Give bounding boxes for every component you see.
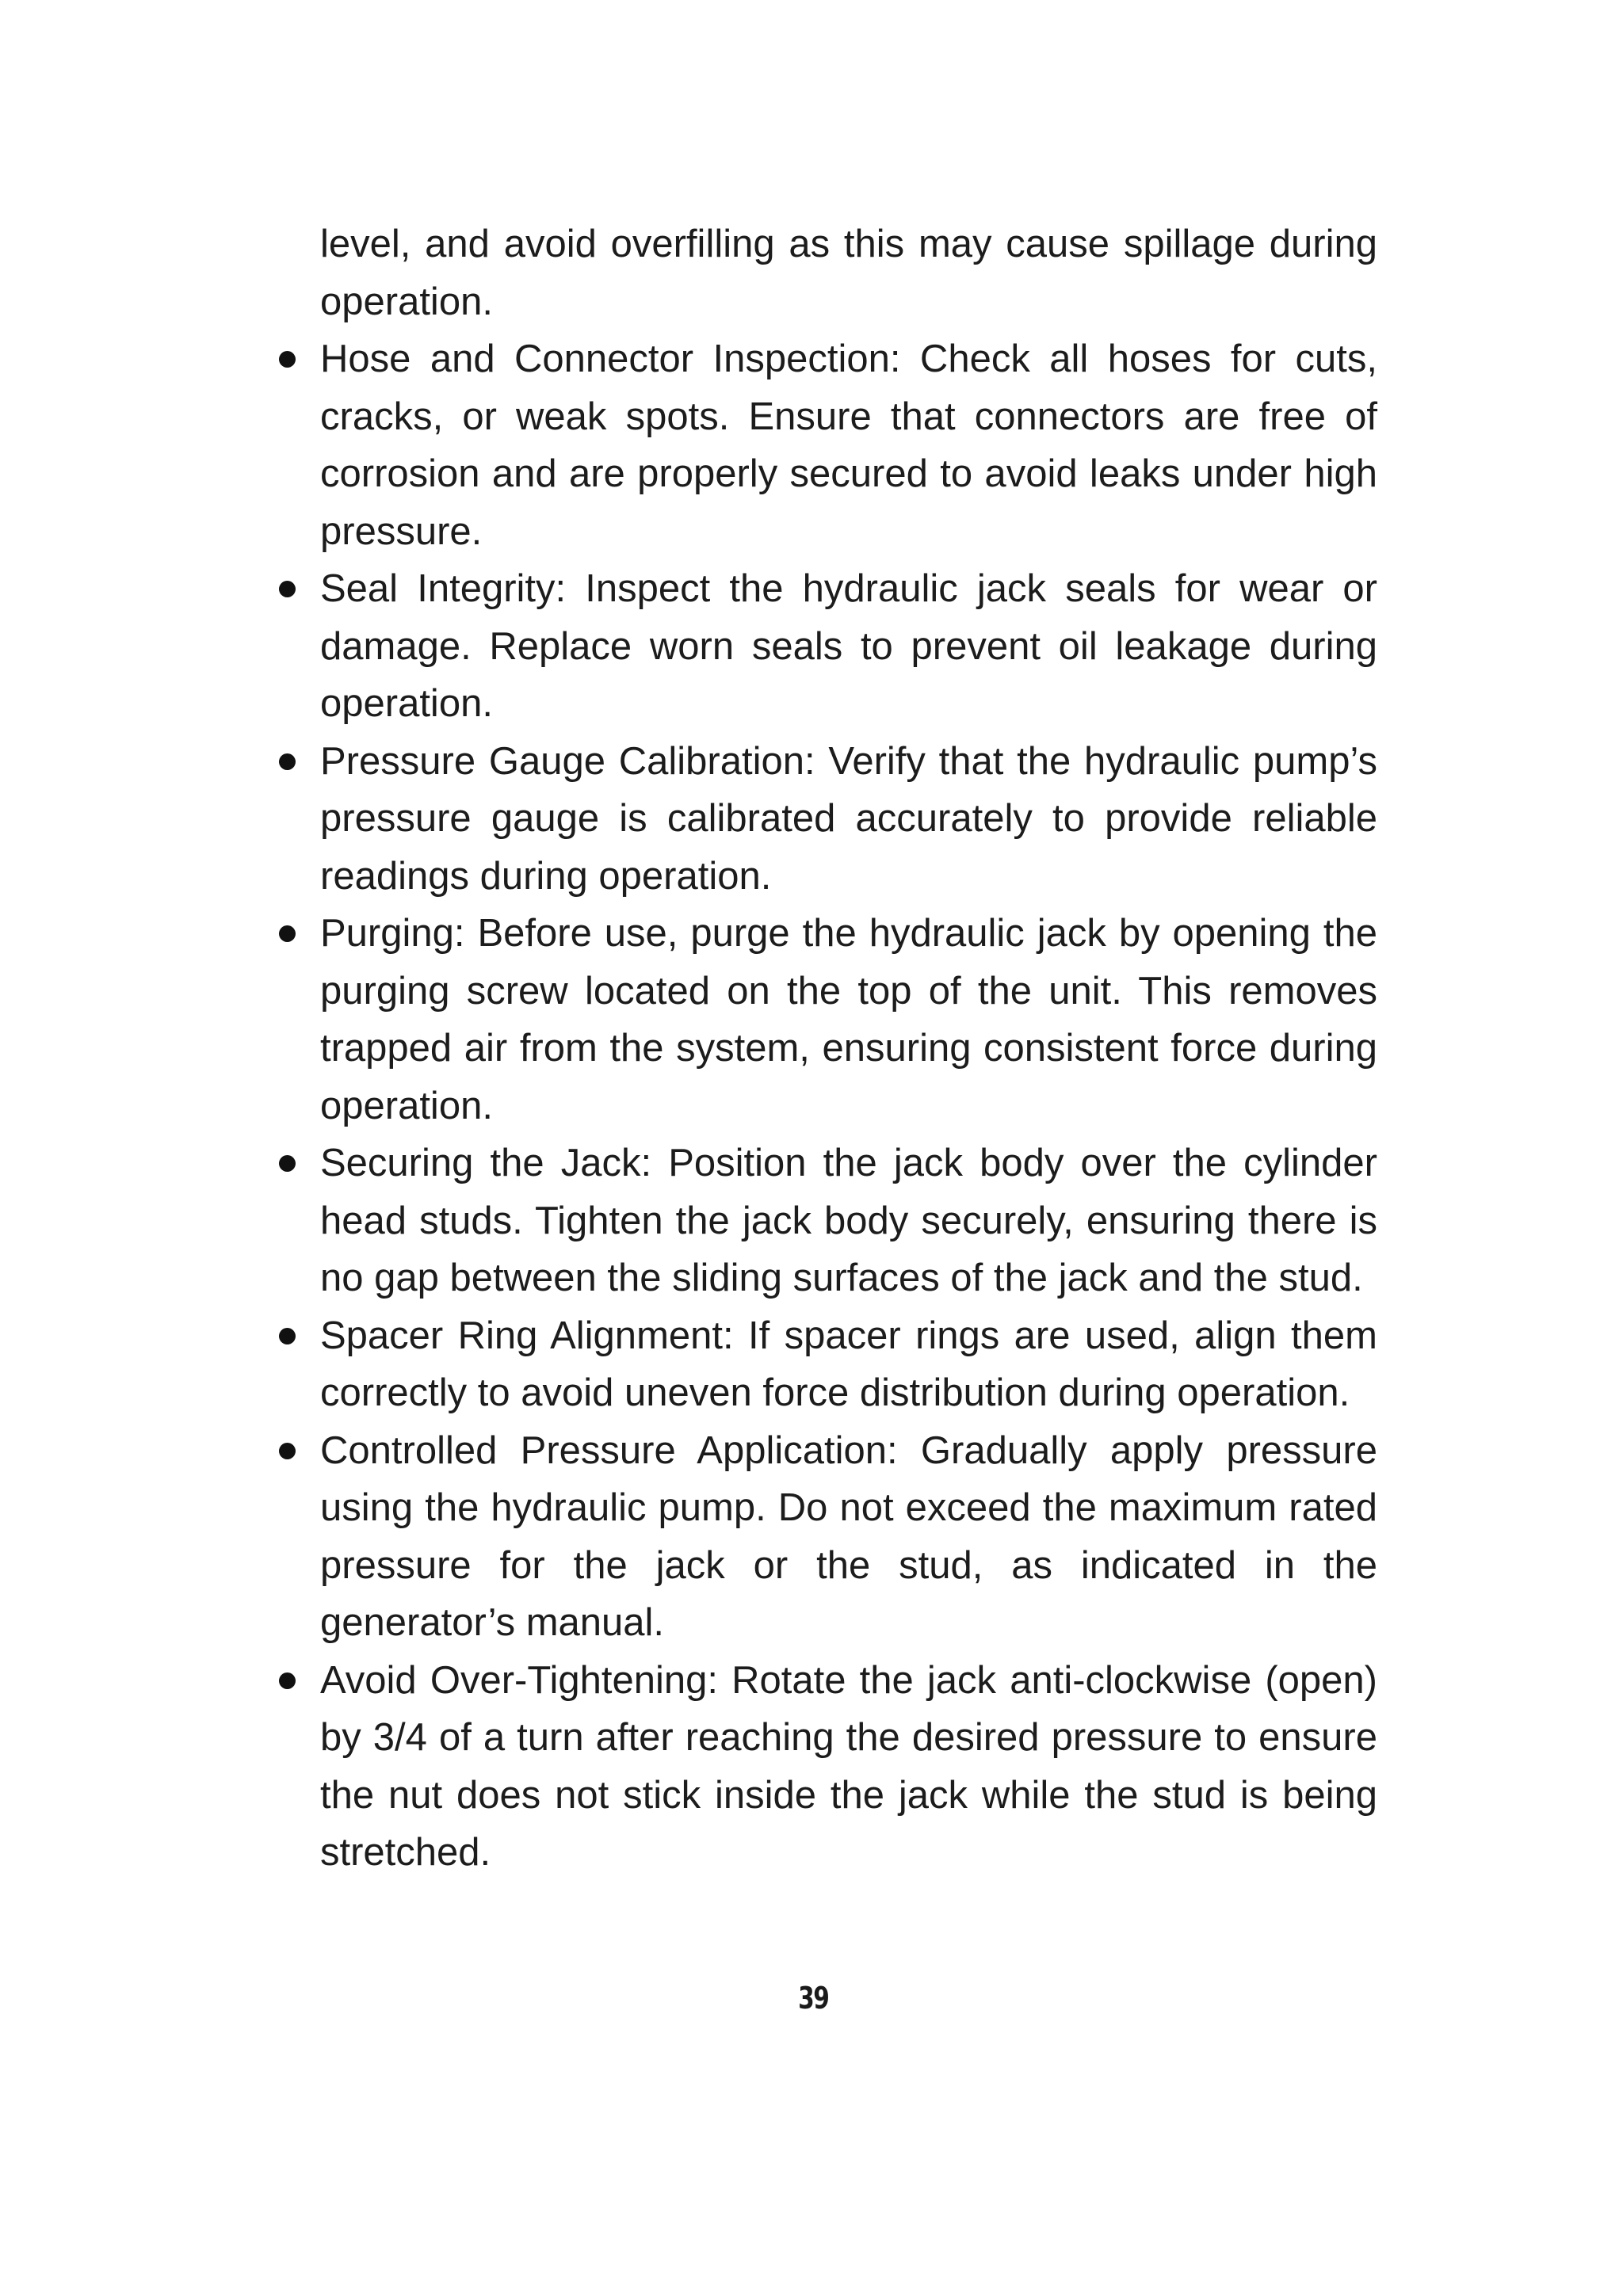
list-item-text: Pressure Gauge Calibration: Verify that the hydraulic pump’s pressure gauge is calibrated accurately to provide reliable readings during operation. [320,739,1377,898]
list-item [320,1652,1377,1882]
bullet-icon [279,925,296,942]
bullet-icon [279,1155,296,1172]
list-item [320,1135,1377,1307]
intro-continuation-paragraph: level, and avoid overfilling as this may cause spillage during operation. [320,223,1377,323]
list-item [320,905,1377,1135]
list-item [320,330,1377,560]
list-item-text: Securing the Jack: Position the jack body over the cylinder head studs. Tighten the jack body securely, ensuring there is no gap between the sliding surfaces of the jack and the stud. [320,1142,1377,1299]
list-item [320,1307,1377,1422]
list-item-text: Seal Integrity: Inspect the hydraulic jack seals for wear or damage. Replace worn seals to prevent oil leakage during operation. [320,567,1377,725]
bullet-icon [279,753,296,770]
list-item-text: Avoid Over-Tightening: Rotate the jack anti-clockwise (open) by 3/4 of a turn after reaching the desired pressure to ensure the nut does not stick inside the jack while the stud is being stretched. [320,1658,1377,1874]
bullet-icon [279,1443,296,1459]
list-item [320,733,1377,906]
bullet-list [320,330,1377,1882]
list-item-text: Hose and Connector Inspection: Check all hoses for cuts, cracks, or weak spots. Ensure that connectors are free of corrosion and are properly secured to avoid leaks under high pressure. [320,338,1377,553]
list-item-text: Spacer Ring Alignment: If spacer rings are used, align them correctly to avoid uneven force distribution during operation. [320,1314,1377,1414]
page-body [320,215,1377,1882]
bullet-icon [279,1672,296,1689]
list-item-text: Controlled Pressure Application: Gradually apply pressure using the hydraulic pump. Do not exceed the maximum rated pressure for the jack or the stud, as indicated in the generator’s manual. [320,1428,1377,1644]
bullet-icon [279,581,296,597]
list-item [320,560,1377,733]
bullet-icon [279,1328,296,1344]
list-item [320,1422,1377,1652]
page-number: 39 [798,1981,829,2016]
list-item-text: Purging: Before use, purge the hydraulic jack by opening the purging screw located on the top of the unit. This removes trapped air from the system, ensuring consistent force during operation. [320,912,1377,1127]
bullet-icon [279,351,296,368]
